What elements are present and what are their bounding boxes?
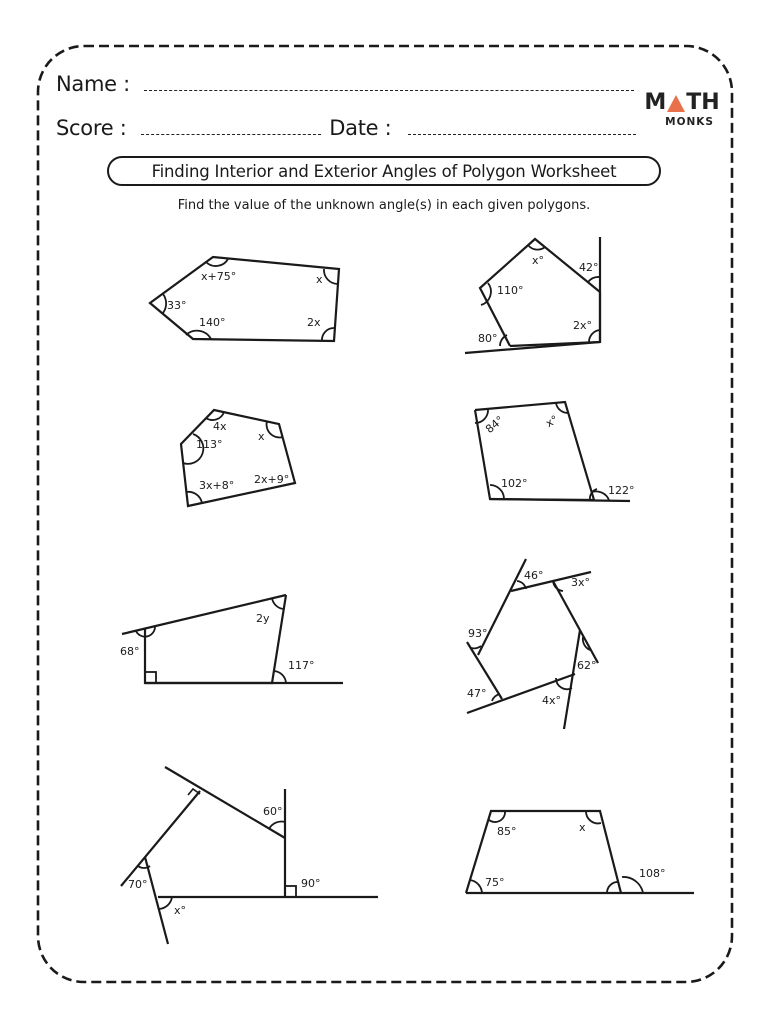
- p6-label-e: 47°: [467, 687, 487, 700]
- problem-6: [467, 559, 598, 729]
- logo-th: TH: [686, 90, 720, 115]
- p7-label-a: 60°: [263, 805, 283, 818]
- p6-label-a: 46°: [524, 569, 544, 582]
- worksheet-title-text: Finding Interior and Exterior Angles of Polygon Worksheet: [151, 161, 617, 181]
- problem-3: [181, 410, 295, 506]
- p3-label-a: 4x: [213, 420, 227, 433]
- p8-label-c: 75°: [485, 876, 505, 889]
- p8-label-b: x: [579, 821, 586, 834]
- p7-label-c: 90°: [301, 877, 321, 890]
- p6-label-f: 4x°: [542, 694, 562, 707]
- p7-label-b: 70°: [128, 878, 148, 891]
- p8-label-d: 108°: [639, 867, 666, 880]
- p2-label-d: 80°: [478, 332, 498, 345]
- p1-label-e: 2x: [307, 316, 321, 329]
- p5-label-b: 68°: [120, 645, 140, 658]
- problem-8: [466, 811, 694, 893]
- p2-label-b: 42°: [579, 261, 599, 274]
- p6-label-c: 93°: [468, 627, 488, 640]
- p1-label-b: x: [316, 273, 323, 286]
- logo-subtitle: MONKS: [665, 116, 714, 128]
- p3-label-e: 2x+9°: [254, 473, 290, 486]
- p1-label-c: 33°: [167, 299, 187, 312]
- problem-1: [150, 257, 339, 341]
- problem-2: [465, 237, 600, 353]
- p5-label-a: 2y: [256, 612, 270, 625]
- problem-5: [120, 595, 343, 683]
- p4-label-c: 102°: [501, 477, 528, 490]
- p3-label-b: x: [258, 430, 265, 443]
- p4-label-b: x°: [543, 412, 561, 431]
- date-label: Date :: [329, 116, 392, 140]
- p6-label-b: 3x°: [571, 576, 591, 589]
- p2-label-c: 110°: [497, 284, 524, 297]
- p4-label-a: 84°: [483, 413, 507, 436]
- p1-label-a: x+75°: [201, 270, 237, 283]
- p8-label-a: 85°: [497, 825, 517, 838]
- problem-7: [121, 767, 378, 944]
- problem-4: [475, 402, 635, 501]
- p2-label-e: 2x°: [573, 319, 593, 332]
- name-label: Name :: [56, 72, 130, 96]
- p2-label-a: x°: [532, 254, 545, 267]
- instructions: Find the value of the unknown angle(s) in each given polygons.: [177, 198, 591, 213]
- p3-label-c: 113°: [196, 438, 223, 451]
- p5-label-c: 117°: [288, 659, 315, 672]
- logo-m: M: [644, 90, 667, 115]
- score-label: Score :: [56, 116, 127, 140]
- p4-label-d: 122°: [608, 484, 635, 497]
- p7-label-d: x°: [174, 904, 187, 917]
- p6-label-d: 62°: [577, 659, 597, 672]
- p3-label-d: 3x+8°: [199, 479, 235, 492]
- p1-label-d: 140°: [199, 316, 226, 329]
